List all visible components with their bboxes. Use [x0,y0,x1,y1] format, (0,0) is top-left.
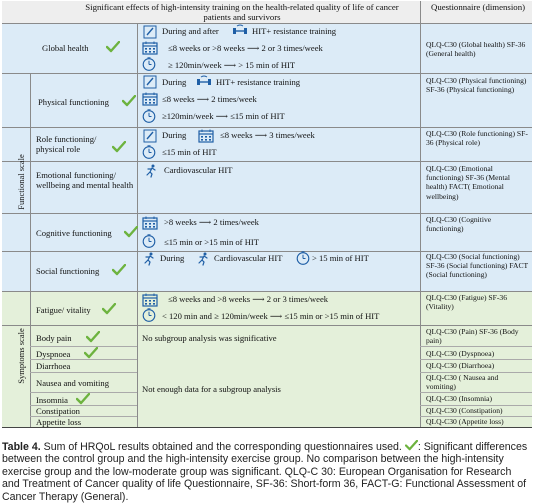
divider [2,73,532,74]
column-divider [420,1,421,427]
results-table [2,1,532,427]
dyspnoea-questionnaire: QLQ-C30 (Dyspnoea) [426,349,495,358]
global-line2: ≤8 weeks or >8 weeks ⟶ 2 or 3 times/week [168,43,323,53]
divider [2,127,532,128]
social-questionnaire: QLQ-C30 (Social functioning) SF-36 (Social functioning) FACT (Social functioning) [426,252,529,280]
physical-line2: ≤8 weeks ⟶ 2 times/week [162,94,257,104]
check-icon [86,331,100,343]
row-label-pain: Body pain [36,333,72,343]
calendar-icon [142,216,158,230]
row-label-diarrhoea: Diarrhoea [36,361,71,371]
social-line1c: > 15 min of HIT [312,253,369,263]
dumbbell-icon [196,75,212,89]
caption-label: Table 4. [2,441,41,453]
constipation-questionnaire: QLQ-C30 (Constipation) [426,406,503,415]
column-divider [137,23,138,427]
clock-icon [142,145,156,159]
dumbbell-icon [232,24,248,38]
divider [30,359,137,360]
divider [420,346,532,347]
clock-icon [296,251,310,265]
role-questionnaire: QLQ-C30 (Role functioning) SF-36 (Physical role) [426,129,528,148]
pen-icon [142,75,158,89]
pen-icon [142,25,158,39]
side-label-functional: Functional scale [16,154,26,210]
pen-icon [142,129,158,143]
running-icon [142,252,156,266]
row-label-emotional: Emotional functioning/ wellbeing and mental health [36,170,134,190]
global-questionnaire: QLQ-C30 (Global health) SF-36 (General health) [426,40,526,59]
global-line1a: During and after [162,26,219,36]
physical-questionnaire: QLQ-C30 (Physical functioning) SF-36 (Physical functioning) [426,76,527,95]
social-line1a: During [160,253,185,263]
appetite-questionnaire: QLQ-C30 (Appetite loss) [426,417,504,426]
running-icon [196,252,210,266]
caption-text1: Sum of HRQoL results obtained and the corresponding questionnaires used. [43,441,402,453]
global-line3: ≥ 120min/week ⟶ > 15 min of HIT [168,60,296,70]
physical-line1a: During [162,77,187,87]
row-label-global: Global health [42,43,89,53]
caption-text2: : Significant differences between the control group and the high-intensity exercise group. No comparison between the high-intensity exercise group and the low-moderate group was significant. QLQ-C 30: European Organisation for Research and Treatment of Cancer quality of life Questionnaire, SF-36: Short-form 36, FACT-G: Functional Assessment of Cancer Therapy (General). [2,441,528,503]
check-icon [106,41,120,53]
divider [2,23,532,24]
divider [30,372,137,373]
nodata-text: Not enough data for a subgroup analysis [142,384,281,394]
check-icon [76,393,90,405]
physical-line3: ≥120min/week ⟶ ≤15 min of HIT [162,111,285,121]
clock-icon [142,109,156,123]
physical-line1b: HIT+ resistance training [216,77,301,87]
divider [2,291,532,292]
row-label-constipation: Constipation [36,406,80,416]
side-label-symptoms: Symptoms scale [16,328,26,384]
cognitive-questionnaire: QLQ-C30 (Cognitive functioning) [426,215,492,234]
divider [420,392,532,393]
check-icon [405,440,418,451]
diarrhoea-questionnaire: QLQ-C30 (Diarrhoea) [426,361,495,370]
calendar-icon [198,129,214,143]
role-line1b: ≤8 weeks ⟶ 3 times/week [220,130,315,140]
calendar-icon [142,293,158,307]
fatigue-questionnaire: QLQ-C30 (Fatigue) SF-36 (Vitality) [426,293,507,312]
row-label-fatigue: Fatigue/ vitality [36,305,91,315]
check-icon [124,226,138,238]
fatigue-line1: ≤8 weeks and >8 weeks ⟶ 2 or 3 times/week [168,294,329,304]
divider [2,213,532,214]
role-line2: ≤15 min of HIT [162,147,217,157]
emotional-line1: Cardiovascular HIT [164,165,233,175]
cognitive-line1: >8 weeks ⟶ 2 times/week [164,217,259,227]
social-line1b: Cardiovascular HIT [214,253,283,263]
divider [420,359,532,360]
check-icon [112,264,126,276]
check-icon [84,347,98,359]
table-caption [2,440,530,503]
header-effects: Significant effects of high-intensity training on the health-related quality of life of cancer patients and survivors [85,2,399,22]
calendar-icon [142,92,158,106]
check-icon [112,141,126,153]
header-questionnaire: Questionnaire (dimension) [430,2,526,12]
row-label-appetite: Appetite loss [36,417,82,427]
pain-questionnaire: QLQ-C30 (Pain) SF-36 (Body pain) [426,327,519,346]
row-label-dyspnoea: Dyspnoea [36,349,71,359]
clock-icon [142,57,156,71]
nausea-questionnaire: QLQ-C30 ( Nausea and vomiting) [426,373,499,392]
role-line1a: During [162,130,187,140]
clock-icon [142,308,156,322]
divider [2,427,532,428]
insomnia-questionnaire: QLQ-C30 (Insomnia) [426,394,493,403]
clock-icon [142,234,156,248]
check-icon [122,95,136,107]
global-line1b: HIT+ resistance training [252,26,337,36]
row-label-nausea: Nausea and vomiting [36,378,110,388]
divider [2,161,532,162]
running-icon [144,164,158,178]
fatigue-line2: < 120 min and ≥ 120min/week ⟶ ≤15 min or >15 min of HIT [162,311,380,321]
check-icon [102,303,116,315]
row-label-insomnia: Insomnia [36,395,68,405]
row-label-role: Role functioning/ physical role [36,134,97,154]
emotional-questionnaire: QLQ-C30 (Emotional functioning) SF-36 (Mental health) FACT( Emotional wellbeing) [426,164,510,201]
row-label-physical: Physical functioning [38,97,109,107]
row-label-social: Social functioning [36,266,100,276]
calendar-icon [142,41,158,55]
pain-text: No subgroup analysis was significative [142,333,277,343]
cognitive-line2: ≤15 min or >15 min of HIT [164,237,260,247]
column-divider [30,73,31,427]
divider [2,325,532,326]
row-label-cognitive: Cognitive functioning [36,228,112,238]
